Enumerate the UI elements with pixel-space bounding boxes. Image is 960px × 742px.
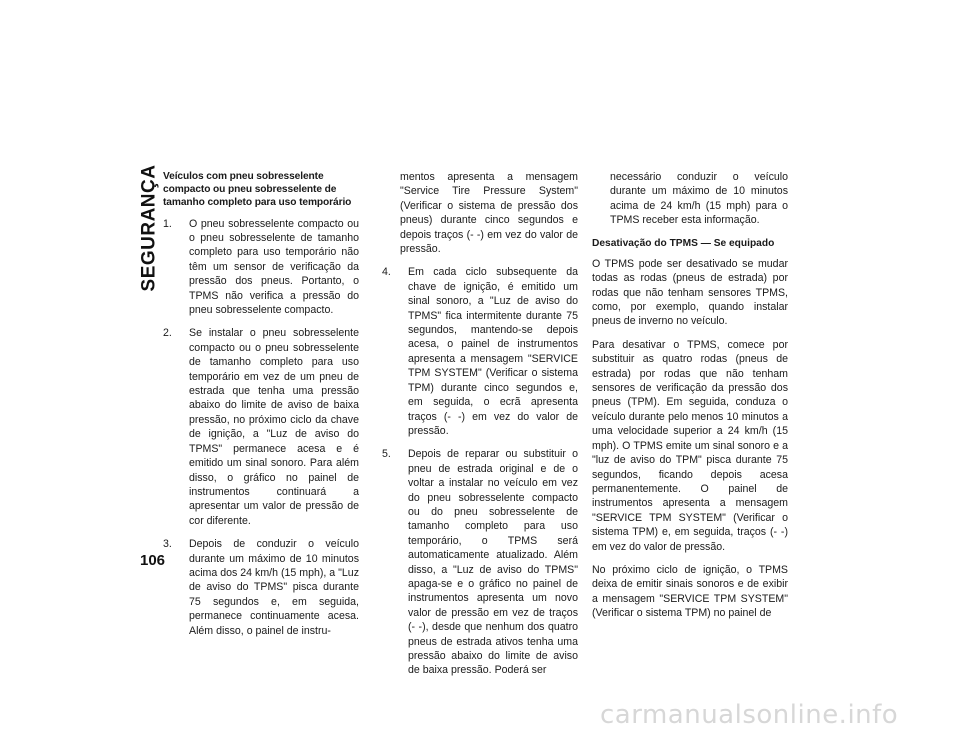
- list-item-number: 5.: [382, 448, 391, 461]
- list-item-continuation: mentos apresenta a mensagem "Service Tire Pressure System" (Verificar o sistema de pressão dos pneus) durante cinco segundos e depois traços (- -) em vez do valor de pressão.: [400, 171, 578, 256]
- list-item-number: 3.: [163, 538, 172, 551]
- list-item: [163, 217, 359, 318]
- list-item-number: 2.: [163, 327, 172, 340]
- text-column-2: [382, 170, 578, 687]
- list-item: [163, 326, 359, 528]
- list-item-text: Depois de conduzir o veículo durante um máximo de 10 minutos acima dos 24 km/h (15 mph), a "Luz de aviso do TPMS" pisca durante 75 segundos e, em seguida, permanece continuamente acesa. Além disso, o painel de instru-: [189, 538, 359, 637]
- list-item: [382, 447, 578, 678]
- list-item-continuation: necessário conduzir o veículo durante um máximo de 10 minutos acima de 24 km/h (15 mph) para o TPMS receber esta informação.: [610, 171, 788, 227]
- list-item-text: Se instalar o pneu sobresselente compacto ou o pneu sobresselente de tamanho completo para uso temporário em vez de um pneu de estrada que tenha uma pressão abaixo do limite de aviso de baixa pressão, no próximo ciclo da chave de ignição, a "Luz de aviso do TPMS" permanece acesa e é emitido um sinal sonoro. Para além disso, o gráfico no painel de instrumentos continuará a apresentar um valor de pressão de cor diferente.: [189, 327, 359, 527]
- list-item: [382, 265, 578, 438]
- list-item: [163, 537, 359, 638]
- paragraph: Para desativar o TPMS, comece por substituir as quatro rodas (pneus de estrada) por rodas que não tenham sensores de verificação da pressão dos pneus (TPM). Em seguida, conduza o veículo durante pelo menos 10 minutos a uma velocidade superior a 24 km/h (15 mph). O TPMS emite um sinal sonoro e a "luz de aviso do TPM" pisca durante 75 segundos, ficando depois acesa permanentemente. O painel de instrumentos apresenta a mensagem "SERVICE TPM SYSTEM" (Verificar o sistema TPM) e, em seguida, traços (- -) em vez do valor de pressão.: [592, 338, 788, 553]
- section-side-tab-label: SEGURANÇA: [138, 164, 160, 292]
- paragraph: No próximo ciclo de ignição, o TPMS deixa de emitir sinais sonoros e de exibir a mensagem "SERVICE TPM SYSTEM" (Verificar o sistema TPM) no painel de: [592, 563, 788, 620]
- page-number: 106: [140, 552, 166, 569]
- text-column-1: [163, 170, 359, 647]
- list-item-number: 1.: [163, 217, 172, 230]
- section-heading-spare-tire: Veículos com pneu sobresselente compacto ou pneu sobresselente de tamanho completo para uso temporário: [163, 171, 352, 209]
- watermark-text: carmanualsonline.info: [600, 700, 899, 730]
- list-item-text: O pneu sobresselente compacto ou o pneu sobresselente de tamanho completo para uso temporário não têm um sensor de verificação da pressão dos pneus. Portanto, o TPMS não verifica a pressão do pneu sobresselente compacto.: [189, 217, 359, 317]
- section-side-tab: [138, 164, 160, 292]
- list-item-text: Depois de reparar ou substituir o pneu de estrada original e de o voltar a instalar no veículo em vez do pneu sobresselente compacto ou do pneu sobresselente de tamanho completo para uso temporário, o TPMS será automaticamente atualizado. Além disso, a "Luz de aviso do TPMS" apaga-se e o gráfico no painel de instrumentos apresenta um novo valor de pressão em vez de traços (- -), desde que nenhum dos quatro pneus de estrada ativos tenha uma pressão abaixo do limite de aviso de baixa pressão. Poderá ser: [408, 448, 578, 677]
- text-column-3: [592, 170, 788, 630]
- section-heading-tpms-deactivation: Desativação do TPMS — Se equipado: [592, 237, 775, 249]
- paragraph: O TPMS pode ser desativado se mudar todas as rodas (pneus de estrada) por rodas que não tenham sensores TPMS, como, por exemplo, quando instalar pneus de inverno no veículo.: [592, 257, 788, 328]
- list-item-number: 4.: [382, 266, 391, 279]
- list-item-text: Em cada ciclo subsequente da chave de ignição, é emitido um sinal sonoro, a "Luz de aviso do TPMS" fica intermitente durante 75 segundos, mantendo-se depois acesa, o painel de instrumentos apresenta a mensagem "SERVICE TPM SYSTEM" (Verificar o sistema TPM) durante cinco segundos e, em seguida, o ecrã apresenta traços (- -) em vez do valor de pressão.: [408, 266, 578, 437]
